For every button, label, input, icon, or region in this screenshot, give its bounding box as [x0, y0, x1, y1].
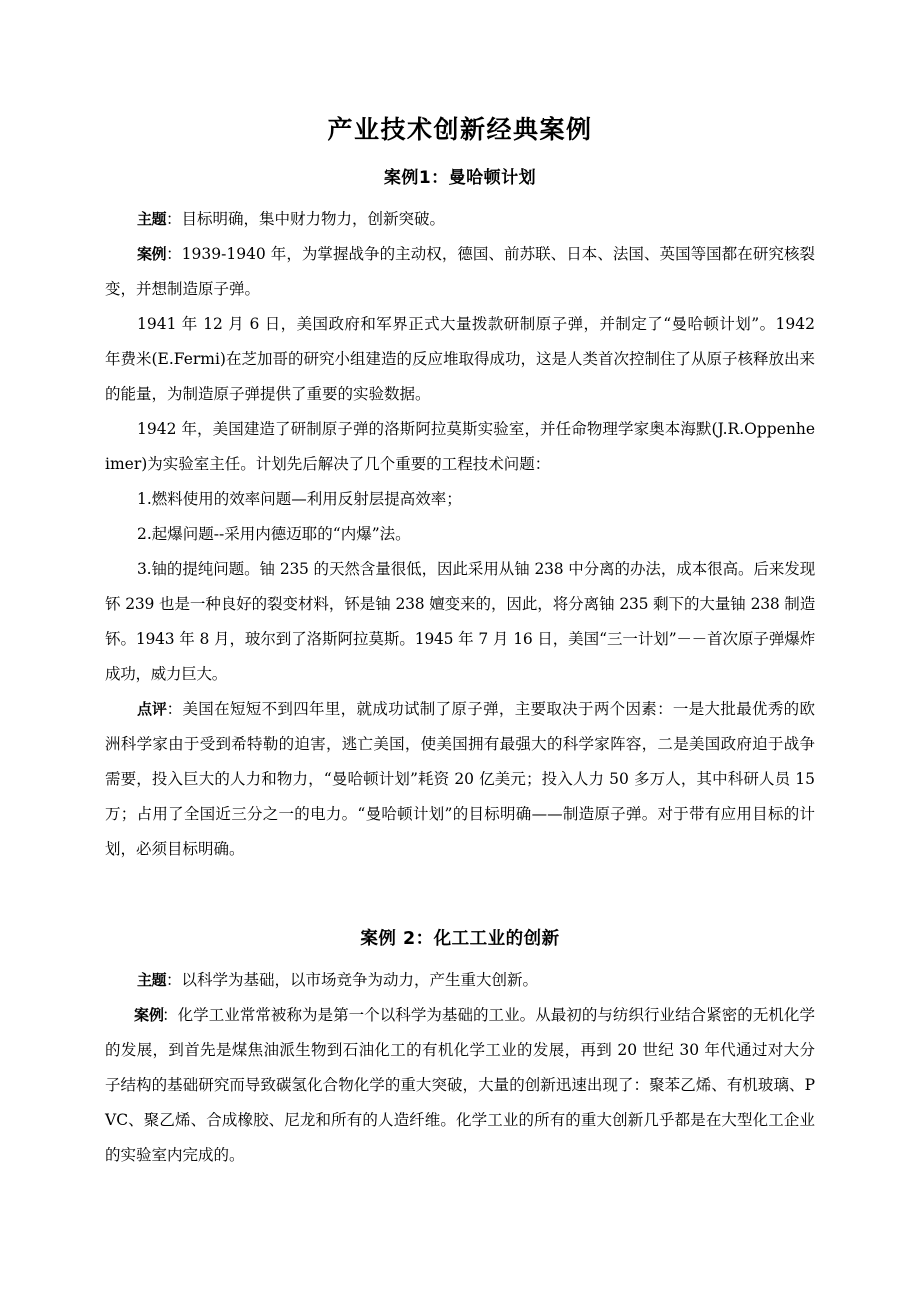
comment-text: ：美国在短短不到四年里，就成功试制了原子弹，主要取决于两个因素：一是大批最优秀的欧洲科学家由于受到希特勒的迫害，逃亡美国，使美国拥有最强大的科学家阵容，二是美国政府迫于战争需要，投入巨大的人力和物力，“曼哈顿计划”耗资 20 亿美元；投入人力 50 多万人，其中科研人员 15 万；占用了全国近三分之一的电力。“曼哈顿计划”的目标明确——制造原子弹。对于带有应用目标的计划，必须目标明确。 [105, 700, 815, 858]
theme-label: 主题 [137, 971, 167, 989]
comment-label: 点评 [137, 700, 167, 718]
case-1-comment-paragraph [105, 692, 815, 867]
case-1-theme-paragraph [105, 196, 815, 237]
theme-text: ：目标明确，集中财力物力，创新突破。 [166, 210, 446, 228]
document-body [105, 0, 815, 1173]
case-1-paragraph-1: 1941 年 12 月 6 日，美国政府和军界正式大量拨款研制原子弹，并制定了“曼哈顿计划”。1942 年费米(E.Fermi)在芝加哥的研究小组建造的反应堆取得成功，这是人类首次控制住了从原子核释放出来的能量，为制造原子弹提供了重要的实验数据。 [105, 315, 815, 403]
case-text: ：1939-1940 年，为掌握战争的主动权，德国、前苏联、日本、法国、英国等国都在研究核裂变，并想制造原子弹。 [105, 245, 815, 298]
theme-text: ：以科学为基础，以市场竞争为动力，产生重大创新。 [166, 971, 539, 989]
case-1-case-paragraph [105, 237, 815, 307]
case-1-heading: 案例1：曼哈顿计划 [383, 168, 537, 188]
case-text: ：化学工业常常被称为是第一个以科学为基础的工业。从最初的与纺织行业结合紧密的无机化学的发展，到首先是煤焦油派生物到石油化工的有机化学工业的发展，再到 20 世纪 30 年代通过对大分子结构的基础研究而导致碳氢化合物化学的重大突破，大量的创新迅速出现了：聚苯乙烯、有机玻璃、PVC、聚乙烯、合成橡胶、尼龙和所有的人造纤维。化学工业的所有的重大创新几乎都是在大型化工企业的实验室内完成的。 [105, 1006, 815, 1164]
case-1-paragraph-2: 1942 年，美国建造了研制原子弹的洛斯阿拉莫斯实验室，并任命物理学家奥本海默(J.R.Oppenheimer)为实验室主任。计划先后解决了几个重要的工程技术问题： [105, 420, 815, 473]
case-2-heading: 案例 2：化工工业的创新 [360, 929, 560, 949]
page-title: 产业技术创新经典案例 [327, 115, 593, 144]
case-2-case-paragraph [105, 998, 815, 1173]
theme-label: 主题 [137, 210, 167, 228]
case-2-theme-paragraph [105, 957, 815, 998]
case-label: 案例 [134, 1006, 165, 1024]
case-1-list-item-3: 3.铀的提纯问题。铀 235 的天然含量很低，因此采用从铀 238 中分离的办法，成本很高。后来发现钚 239 也是一种良好的裂变材料，钚是铀 238 嬗变来的，因此，将分离铀 235 剩下的大量铀 238 制造钚。1943 年 8 月，玻尔到了洛斯阿拉莫斯。1945 年 7 月 16 日，美国“三一计划”－－首次原子弹爆炸成功，威力巨大。 [105, 560, 815, 683]
case-1-list-item-2: 2.起爆问题--采用内德迈耶的“内爆”法。 [137, 525, 411, 543]
case-1-list-item-1: 1.燃料使用的效率问题—利用反射层提高效率； [137, 490, 462, 508]
case-label: 案例 [137, 245, 167, 263]
